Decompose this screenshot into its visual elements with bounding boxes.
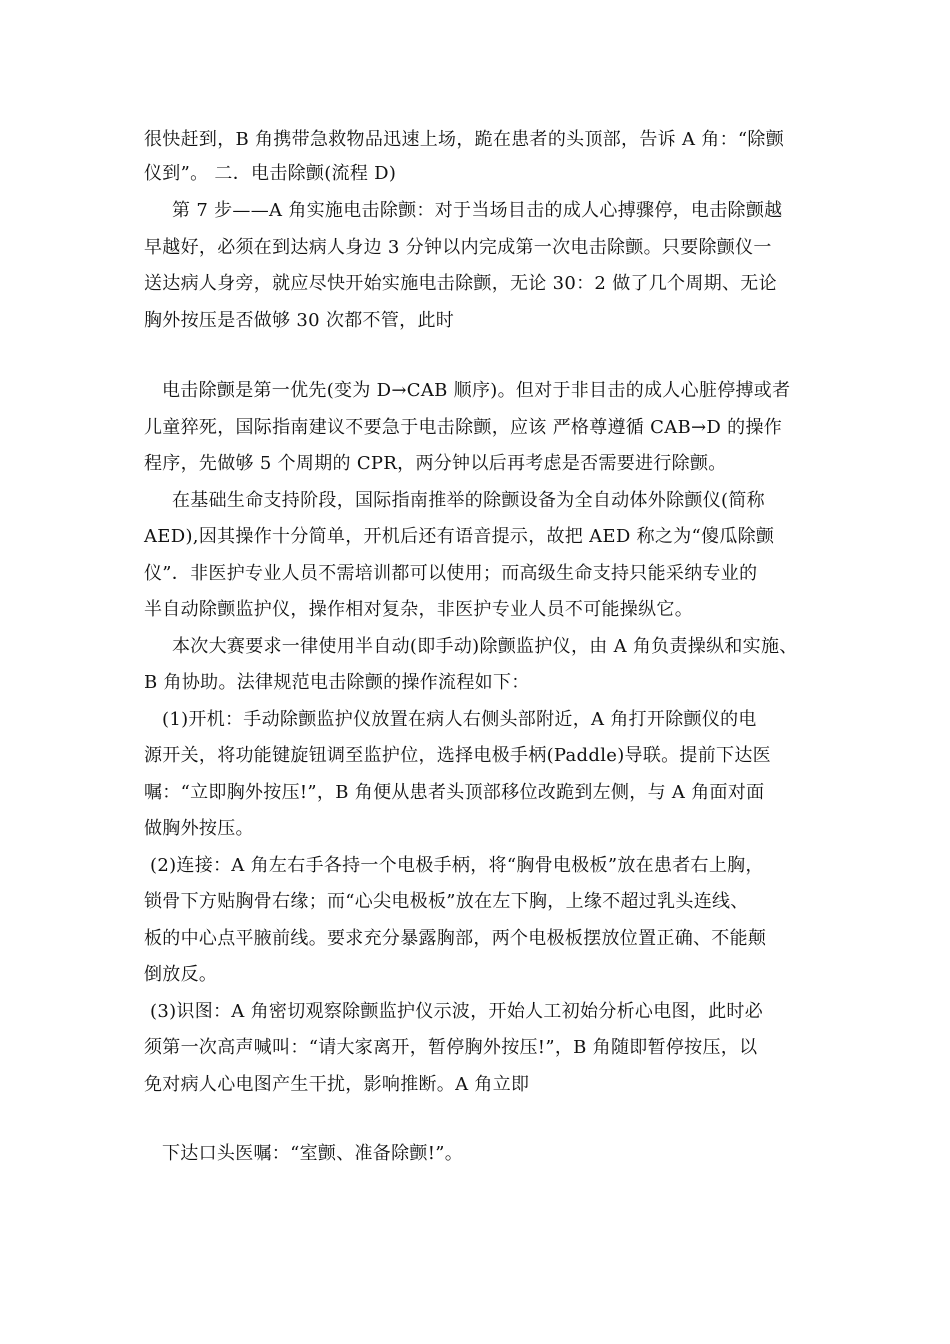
text-line: 锁骨下方贴胸骨右缘；而“心尖电极板”放在左下胸，上缘不超过乳头连线、: [144, 891, 749, 912]
text-line: 下达口头医嘱：“室颤、准备除颤!”。: [162, 1143, 464, 1164]
text-line: 本次大赛要求一律使用半自动(即手动)除颤监护仪，由 A 角负责操纵和实施、: [172, 636, 798, 657]
text-line: 仪到”。 二．电击除颤(流程 D): [144, 163, 397, 184]
text-line: 儿童猝死，国际指南建议不要急于电击除颤，应该 严格尊遵循 CAB→D 的操作: [144, 417, 783, 438]
text-line: 板的中心点平腋前线。要求充分暴露胸部，两个电极板摆放位置正确、不能颠: [144, 928, 767, 949]
text-line: 仪”．非医护专业人员不需培训都可以使用；而高级生命支持只能采纳专业的: [144, 563, 758, 584]
text-line: 第 7 步——A 角实施电击除颤：对于当场目击的成人心搏骤停，电击除颤越: [172, 200, 783, 221]
text-line: 很快赶到，B 角携带急救物品迅速上场，跪在患者的头顶部，告诉 A 角：“除颤: [144, 129, 784, 150]
text-line: AED),因其操作十分简单，开机后还有语音提示，故把 AED 称之为“傻瓜除颤: [144, 526, 775, 547]
text-line: (3)识图：A 角密切观察除颤监护仪示波，开始人工初始分析心电图，此时必: [150, 1001, 764, 1022]
text-line: 在基础生命支持阶段，国际指南推举的除颤设备为全自动体外除颤仪(简称: [172, 490, 765, 511]
text-line: 电击除颤是第一优先(变为 D→CAB 顺序)。但对于非目击的成人心脏停搏或者: [162, 380, 791, 401]
text-line: 免对病人心电图产生干扰，影响推断。A 角立即: [144, 1074, 530, 1095]
text-line: 倒放反。: [144, 964, 218, 985]
text-line: 做胸外按压。: [144, 818, 254, 839]
text-line: 须第一次高声喊叫：“请大家离开，暂停胸外按压!”，B 角随即暂停按压，以: [144, 1037, 758, 1058]
text-line: (1)开机：手动除颤监护仪放置在病人右侧头部附近，A 角打开除颤仪的电: [162, 709, 757, 730]
text-line: 程序，先做够 5 个周期的 CPR，两分钟以后再考虑是否需要进行除颤。: [144, 453, 727, 474]
text-line: 源开关，将功能键旋钮调至监护位，选择电极手柄(Paddle)导联。提前下达医: [144, 745, 771, 766]
text-line: 半自动除颤监护仪，操作相对复杂，非医护专业人员不可能操纵它。: [144, 599, 693, 620]
text-line: B 角协助。法律规范电击除颤的操作流程如下：: [144, 672, 530, 693]
text-line: 胸外按压是否做够 30 次都不管，此时: [144, 310, 455, 331]
text-line: (2)连接：A 角左右手各持一个电极手柄，将“胸骨电极板”放在患者右上胸，: [150, 855, 764, 876]
text-line: 送达病人身旁，就应尽快开始实施电击除颤，无论 30：2 做了几个周期、无论: [144, 273, 777, 294]
text-line: 嘱：“立即胸外按压!”，B 角便从患者头顶部移位改跪到左侧，与 A 角面对面: [144, 782, 765, 803]
text-line: 早越好，必须在到达病人身边 3 分钟以内完成第一次电击除颤。只要除颤仪一: [144, 237, 772, 258]
